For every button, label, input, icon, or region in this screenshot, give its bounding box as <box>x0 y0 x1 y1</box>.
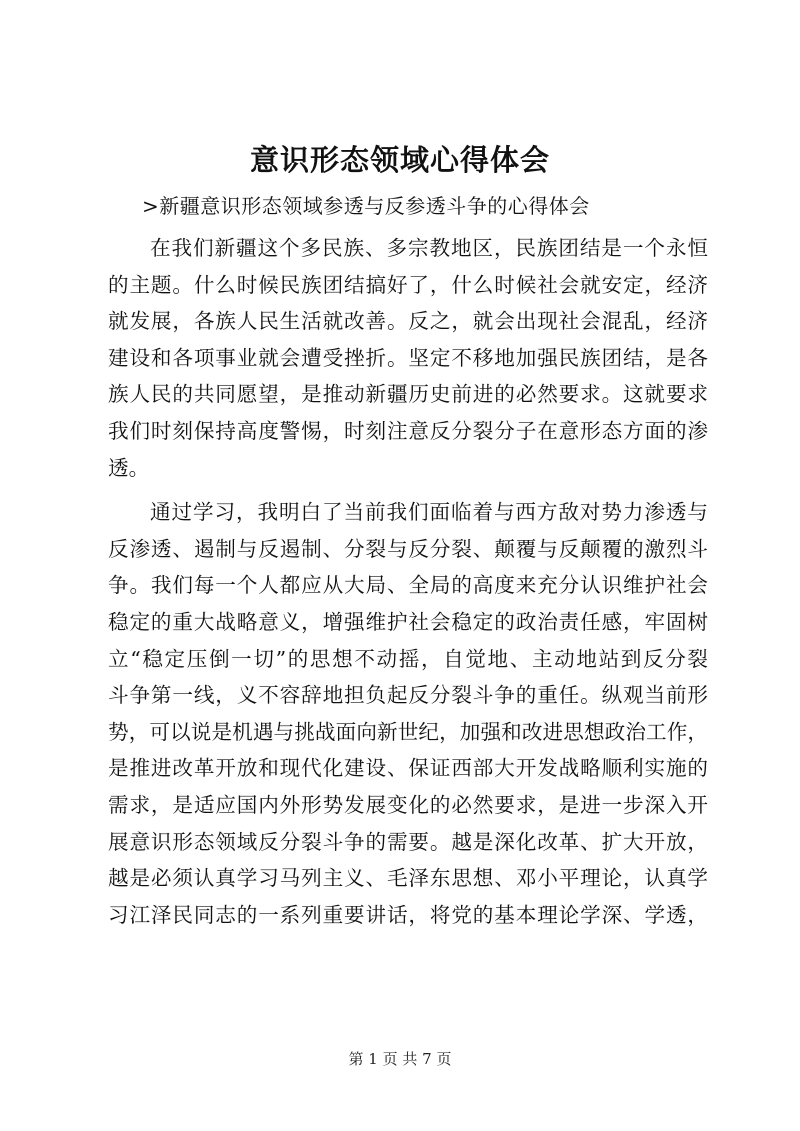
text-line: 反渗透、遏制与反遏制、分裂与反分裂、颠覆与反颠覆的激烈斗 <box>108 536 708 561</box>
text-line: 是推进改革开放和现代化建设、保证西部大开发战略顺利实施的 <box>108 756 708 781</box>
subtitle: >新疆意识形态领域参透与反参透斗争的心得体会 <box>142 194 590 218</box>
text-line: 势，可以说是机遇与挑战面向新世纪，加强和改进思想政治工作， <box>108 719 708 744</box>
text-line: 族人民的共同愿望，是推动新疆历史前进的必然要求。这就要求 <box>108 382 708 407</box>
text-line: 通过学习，我明白了当前我们面临着与西方敌对势力渗透与 <box>150 500 708 525</box>
text-line: 我们时刻保持高度警惕，时刻注意反分裂分子在意形态方面的渗 <box>108 418 708 443</box>
text-line: 稳定的重大战略意义，增强维护社会稳定的政治责任感，牢固树 <box>108 609 708 634</box>
text-line: 展意识形态领域反分裂斗争的需要。越是深化改革、扩大开放， <box>108 829 708 854</box>
text-line: 在我们新疆这个多民族、多宗教地区，民族团结是一个永恒 <box>150 236 708 260</box>
text-line: 越是必须认真学习马列主义、毛泽东思想、邓小平理论，认真学 <box>108 866 708 891</box>
text-line: 争。我们每一个人都应从大局、全局的高度来充分认识维护社会 <box>108 573 708 598</box>
text-line: 立“稳定压倒一切”的思想不动摇，自觉地、主动地站到反分裂 <box>108 646 708 671</box>
page-title: 意识形态领域心得体会 <box>249 143 550 177</box>
paragraph-gap <box>108 486 708 494</box>
text-line: 就发展，各族人民生活就改善。反之，就会出现社会混乱，经济 <box>108 309 708 334</box>
text-line: 需求，是适应国内外形势发展变化的必然要求，是进一步深入开 <box>108 792 708 817</box>
text-line: 建设和各项事业就会遭受挫折。坚定不移地加强民族团结，是各 <box>108 345 708 370</box>
text-line: 透。 <box>108 455 150 480</box>
text-line: 习江泽民同志的一系列重要讲话，将党的基本理论学深、学透， <box>108 902 708 927</box>
paragraph-2 <box>108 494 708 933</box>
text-line: 的主题。什么时候民族团结搞好了，什么时候社会就安定，经济 <box>108 272 708 297</box>
paragraph-1 <box>108 230 708 486</box>
text-line: 斗争第一线，义不容辞地担负起反分裂斗争的重任。纵观当前形 <box>108 683 708 708</box>
body-text <box>108 230 708 933</box>
page-footer: 第 1 页 共 7 页 <box>348 1050 452 1068</box>
